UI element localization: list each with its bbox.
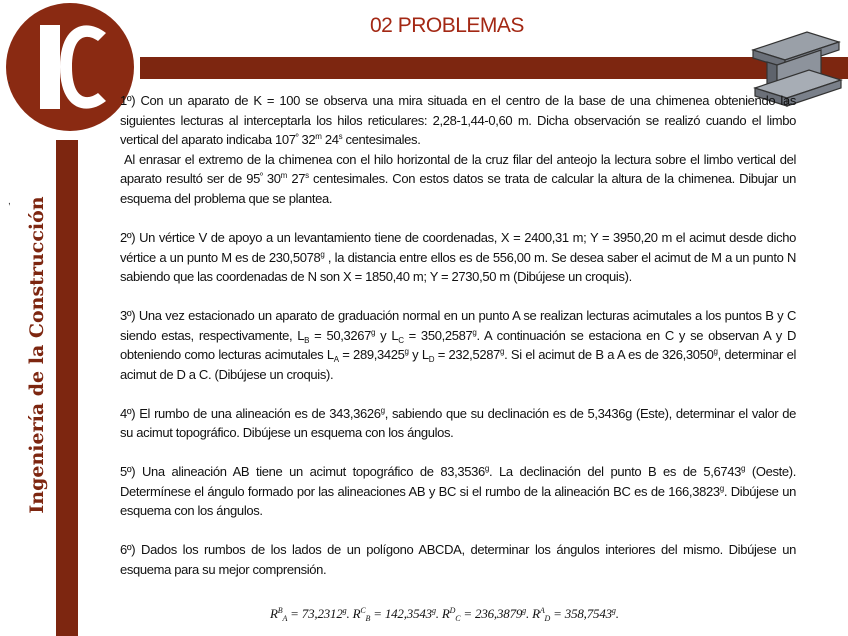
problem-2 <box>120 228 796 287</box>
problem-4 <box>120 404 796 443</box>
formula-sup: D <box>449 606 456 615</box>
p1-text: centesimales. <box>342 132 421 147</box>
p1-text: 32 <box>298 132 316 147</box>
formula-sup: g <box>611 606 616 615</box>
p3-sup: g <box>404 347 409 356</box>
problem-5 <box>120 462 796 521</box>
p3-sup: g <box>713 347 718 356</box>
p3-sub: A <box>333 355 339 364</box>
p6-text: 6º) Dados los rumbos de los lados de un polígono ABCDA, determinar los ángulos interiores del mismo. Dibújese un esquema para su mejor comprensión. <box>120 542 796 577</box>
p3-sub: B <box>304 335 310 345</box>
ic-logo-icon <box>6 3 134 131</box>
p4-sup: g <box>380 405 385 415</box>
formula-sub: B <box>365 614 371 623</box>
problem-1 <box>120 91 796 208</box>
sidebar-bar <box>56 140 78 636</box>
p1-text: 30 <box>262 171 281 186</box>
p1-sup: s <box>338 132 343 141</box>
p3-text: . A continuación se estaciona en C y se observan A y D obteniendo como lecturas acimutales L <box>120 327 796 362</box>
formula-sub: A <box>282 614 288 623</box>
formula-part: = 73,2312 <box>287 606 343 621</box>
p3-text: , determinar el acimut de D a C. (Dibújese un croquis). <box>120 347 796 382</box>
p3-sub: D <box>428 355 435 364</box>
p1-text: 24 <box>321 132 339 147</box>
formula-part: . <box>615 606 619 621</box>
sidebar-title: Ingeniería de la Construcción <box>26 196 48 514</box>
p3-text: = 232,5287 <box>434 347 500 362</box>
formula-sup: g <box>342 606 347 615</box>
p1-text: 1º) Con un aparato de K = 100 se observa una mira situada en el centro de la base de una chimenea obteniendo las siguientes lecturas al interceptarla los hilos reticulares: 2,28-1,44-0,60 m. Dicha observación se realizó cuando el limbo vertical del aparato indicaba 107 <box>120 93 796 147</box>
formula-sup: g <box>431 606 436 615</box>
p3-text: 3º) Una vez estacionado un aparato de graduación normal en un punto A se realizan lecturas acimutales a los puntos B y C siendo estas, respectivamente, L <box>120 308 796 343</box>
formula-sub: C <box>455 614 461 623</box>
p1-text: centesimales. Con estos datos se trata de calcular la altura de la chimenea. Dibujar un esquema del problema que se plantea. <box>120 171 796 206</box>
formula-part: R <box>270 606 278 621</box>
p3-text: y L <box>408 347 429 362</box>
formula-part: . R <box>346 606 361 621</box>
formula-sub: D <box>544 614 551 623</box>
p1-sup: m <box>315 132 322 141</box>
page-title: 02 PROBLEMAS <box>370 14 524 37</box>
formula-part: . R <box>525 606 540 621</box>
formula-sup: g <box>522 606 526 615</box>
problem-6 <box>120 540 796 579</box>
p5-sup: g <box>741 464 746 473</box>
p5-sup: g <box>484 464 489 473</box>
formula-part: . R <box>435 606 450 621</box>
p1-text: Al enrasar el extremo de la chimenea con el hilo horizontal de la cruz filar del anteojo la lectura sobre el limbo vertical del aparato resultó ser de 95 <box>120 151 796 186</box>
p5-text: 5º) Una alineación AB tiene un acimut topográfico de 83,3536 <box>120 464 485 479</box>
p1-text: 27 <box>287 171 306 186</box>
problems-content <box>120 91 796 599</box>
formula-part: = 236,3879 <box>460 606 523 621</box>
p1-sup: m <box>280 171 287 180</box>
p3-text: = 289,3425 <box>338 347 405 362</box>
p2-text: 2º) Un vértice V de apoyo a un levantamiento tiene de coordenadas, X = 2400,31 m; Y = 3950,20 m el acimut desde dicho vértice a un punto M es de 230,5078 <box>120 230 796 265</box>
p3-text: y L <box>375 327 399 343</box>
formula-sup: C <box>360 606 366 615</box>
p5-text: (Oeste). Determínese el ángulo formado por las alineaciones AB y BC si el rumbo de la alineación BC es de 166,3823 <box>120 464 797 499</box>
p5-text: . Dibújese un esquema con los ángulos. <box>120 483 796 518</box>
p5-text: . La declinación del punto B es de 5,6743 <box>488 464 741 479</box>
p3-text: = 50,3267 <box>309 327 371 343</box>
formula-part: = 142,3543 <box>370 606 432 621</box>
p1-sup: º <box>295 132 299 141</box>
mark: , <box>8 196 11 207</box>
p3-sup: g <box>472 327 477 337</box>
p1-sup: s <box>305 171 309 180</box>
p4-text: , sabiendo que su declinación es de 5,3436g (Este), determinar el valor de su acimut topográfico. Dibújese un esquema con los ángulos. <box>120 405 796 440</box>
p1-sup: º <box>260 171 263 180</box>
formula-sup: A <box>539 606 545 615</box>
p2-text: , la distancia entre ellos es de 556,00 m. Se desea saber el acimut de M a un punto N sabiendo que las coordenadas de N son X = 1850,40 m; Y = 2730,50 m (Dibújese un croquis). <box>120 249 796 284</box>
formula-sup: B <box>277 606 283 615</box>
p4-text: 4º) El rumbo de una alineación es de 343,3626 <box>120 405 381 421</box>
problem-3 <box>120 306 796 384</box>
header-bar <box>140 57 848 79</box>
p3-text: = 350,2587 <box>403 327 473 343</box>
rumbos-formula <box>270 606 619 622</box>
p3-sub: C <box>398 335 404 345</box>
p3-sup: g <box>499 347 505 356</box>
p2-sup: g <box>320 249 325 259</box>
p3-text: . Si el acimut de B a A es de 326,3050 <box>504 347 714 362</box>
mark: , <box>8 75 11 86</box>
p5-sup: g <box>719 483 724 493</box>
p3-sup: g <box>371 327 376 337</box>
formula-part: = 358,7543 <box>550 606 612 621</box>
